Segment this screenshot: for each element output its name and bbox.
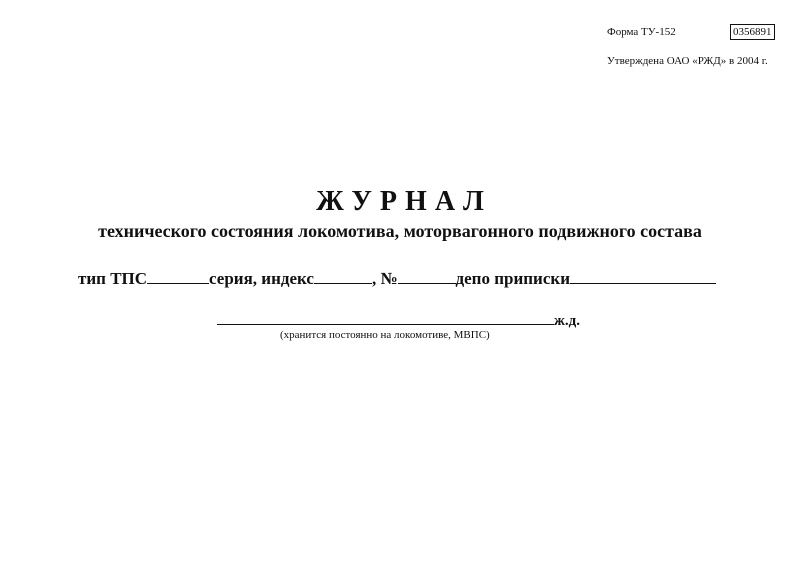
fields-line xyxy=(78,268,716,289)
railway-line xyxy=(217,310,580,330)
type-label: тип ТПС xyxy=(78,269,148,288)
depot-blank[interactable] xyxy=(570,268,716,284)
railway-blank[interactable] xyxy=(217,310,554,325)
comma-separator: , xyxy=(371,269,381,288)
approval-note: Утверждена ОАО «РЖД» в 2004 г. xyxy=(607,55,768,67)
series-blank[interactable] xyxy=(314,268,372,284)
storage-hint: (хранится постоянно на локомотиве, МВПС) xyxy=(280,329,490,341)
depot-label: депо приписки xyxy=(455,269,570,288)
journal-subtitle: технического состояния локомотива, моторвагонного подвижного состава xyxy=(98,221,702,241)
number-label: № xyxy=(380,269,398,288)
form-number: Форма ТУ-152 xyxy=(607,26,676,38)
series-label: серия, индекс xyxy=(209,269,314,288)
number-blank[interactable] xyxy=(398,268,456,284)
serial-number-box: 0356891 xyxy=(730,24,775,40)
railway-suffix: ж.д. xyxy=(554,313,580,329)
type-blank[interactable] xyxy=(147,268,209,284)
journal-title: ЖУРНАЛ xyxy=(316,186,492,217)
